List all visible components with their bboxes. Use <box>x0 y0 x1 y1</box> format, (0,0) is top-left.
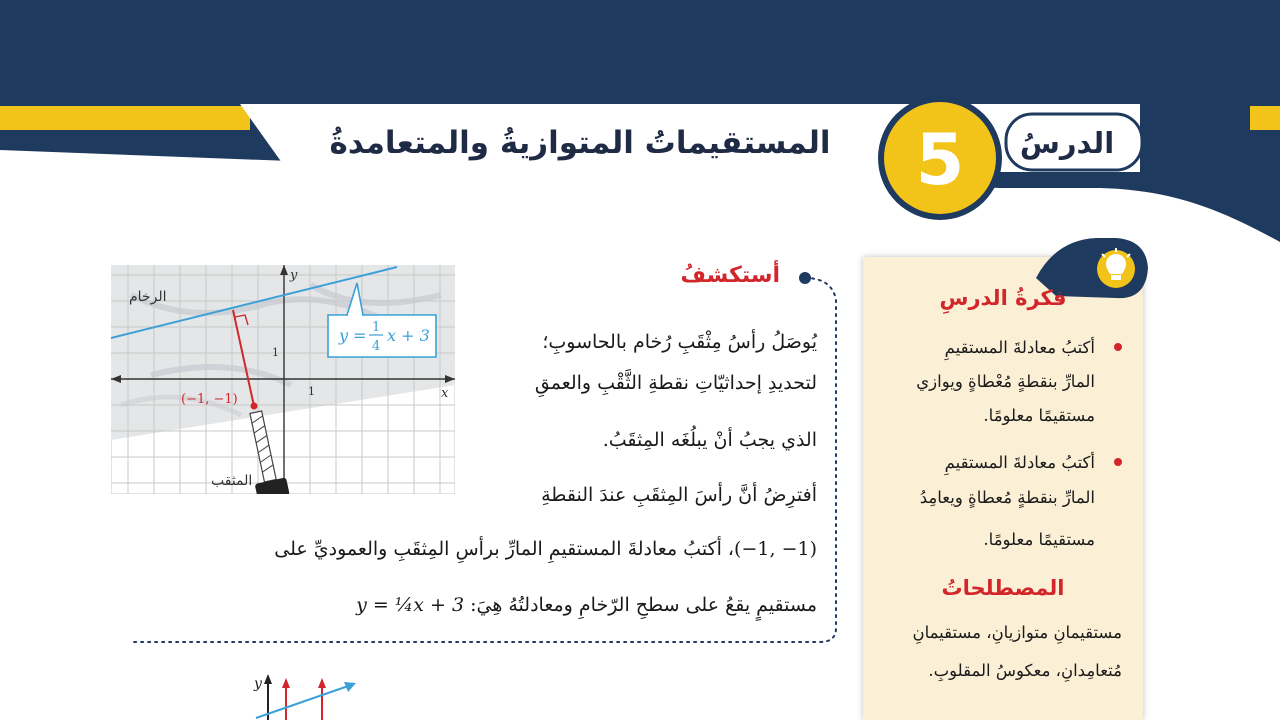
callout-num: 1 <box>372 320 381 335</box>
idea-item-2-line-3: مستقيمًا معلومًا. <box>983 530 1095 549</box>
idea-item-2-line-2: المارِّ بنقطةٍ مُعطاةٍ ويعامِدُ <box>919 488 1095 507</box>
point-label: (−1, −1) <box>181 392 238 407</box>
explore-line-5: (1− ,1−)، أكتبُ معادلةَ المستقيمِ المارِّ برأسِ المِثقَبِ والعموديِّ على <box>274 538 817 560</box>
marble-label: الرخام <box>129 289 167 305</box>
idea-item-1-line-2: المارِّ بنقطةٍ مُعْطاةٍ ويوازي <box>916 372 1095 391</box>
lesson-label: الدرسُ <box>1019 126 1115 160</box>
drill-label: المثقب <box>211 473 253 489</box>
lesson-idea-heading: فكرةُ الدرسِ <box>939 286 1067 310</box>
callout-y: y = <box>339 326 367 345</box>
idea-item-1-line-1: أكتبُ معادلةَ المستقيمِ <box>944 338 1095 357</box>
explore-line-6-text: مستقيمٍ يقعُ على سطحِ الرّخامِ ومعادلتُهُ هِيَ: <box>470 594 817 616</box>
marble-drill-figure <box>111 265 455 494</box>
x-axis-label: x <box>441 386 449 401</box>
plane-equation: y = ¼x + 3 <box>356 594 465 616</box>
mini-y-label: y <box>254 676 262 692</box>
y-tick-one: 1 <box>272 346 279 359</box>
idea-bullet-2 <box>1114 458 1122 466</box>
callout-rest: x + 3 <box>387 326 430 345</box>
explore-line-2: لتحديدِ إحداثيّاتِ نقطةِ الثَّقْبِ والعمقِ <box>534 372 817 394</box>
lesson-title: المستقيماتُ المتوازيةُ والمتعامدةُ <box>329 125 831 161</box>
idea-bullet-1 <box>1114 343 1122 351</box>
explore-line-6 <box>356 578 817 632</box>
explore-line-4: أفترِضُ أنَّ رأسَ المِثقَبِ عندَ النقطةِ <box>541 484 817 506</box>
idea-item-2-line-1: أكتبُ معادلةَ المستقيمِ <box>944 453 1095 472</box>
terms-line-1: مستقيمانِ متوازيانِ، مستقيمانِ <box>912 623 1122 642</box>
x-tick-one: 1 <box>308 385 315 398</box>
lesson-number: 5 <box>915 119 965 201</box>
explore-line-1: يُوصَلُ رأسُ مِثْقَبِ رُخام بالحاسوبِ؛ <box>542 331 817 353</box>
terms-line-2: مُتعامِدانِ، معكوسُ المقلوبِ. <box>928 661 1122 680</box>
explore-line-3: الذي يجبُ أنْ يبلُغَه المِثقَبُ. <box>602 429 817 451</box>
y-axis-label: y <box>290 268 298 283</box>
idea-item-1-line-3: مستقيمًا معلومًا. <box>983 406 1095 425</box>
explore-heading: أستكشفُ <box>680 263 780 288</box>
callout-den: 4 <box>372 339 381 354</box>
terms-heading: المصطلحاتُ <box>941 576 1065 600</box>
